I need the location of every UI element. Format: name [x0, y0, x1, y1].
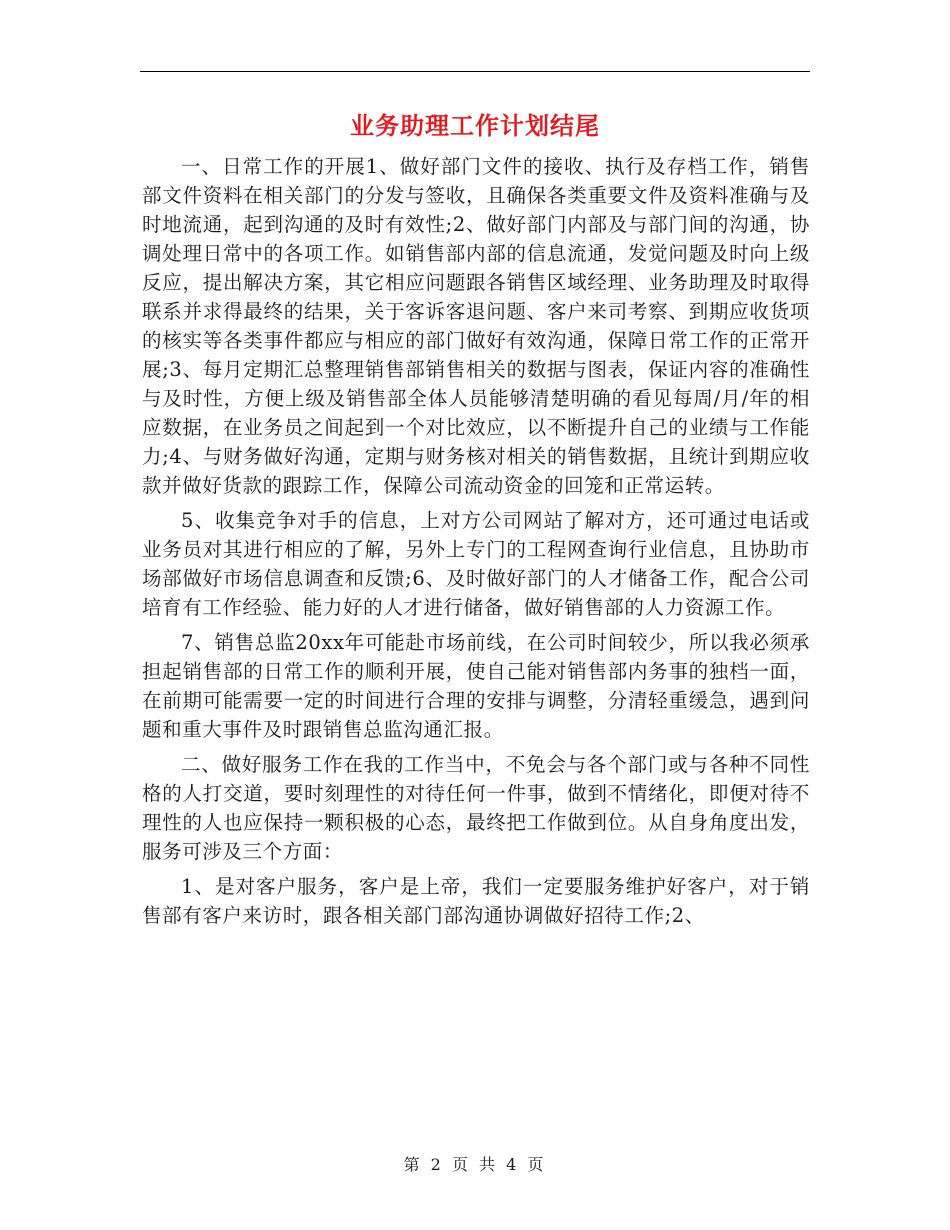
- body-paragraph: 5、收集竞争对手的信息，上对方公司网站了解对方，还可通过电话或业务员对其进行相应的了解，另外上专门的工程网查询行业信息，且协助市场部做好市场信息调查和反馈;6、及时做好部门的人才储备工作，配合公司培育有工作经验、能力好的人才进行储备，做好销售部的人力资源工作。: [142, 509, 810, 619]
- body-paragraph: 1、是对客户服务，客户是上帝，我们一定要服务维护好客户，对于销售部有客户来访时，跟各相关部门部沟通协调做好招待工作;2、: [142, 875, 810, 927]
- body-paragraph: 一、日常工作的开展1、做好部门文件的接收、执行及存档工作，销售部文件资料在相关部门的分发与签收，且确保各类重要文件及资料准确与及时地流通，起到沟通的及时有效性;2、做好部门内部及与部门间的沟通，协调处理日常中的各项工作。如销售部内部的信息流通，发觉问题及时向上级反应，提出解决方案，其它相应问题跟各销售区域经理、业务助理及时取得联系并求得最终的结果，关于客诉客退问题、客户来司考察、到期应收货项的核实等各类事件都应与相应的部门做好有效沟通，保障日常工作的正常开展;3、每月定期汇总整理销售部销售相关的数据与图表，保证内容的准确性与及时性，方便上级及销售部全体人员能够清楚明确的看见每周/月/年的相应数据，在业务员之间起到一个对比效应，以不断提升自己的业绩与工作能力;4、与财务做好沟通，定期与财务核对相关的销售数据，且统计到期应收款并做好货款的跟踪工作，保障公司流动资金的回笼和正常运转。: [142, 155, 810, 497]
- header-rule: [140, 71, 810, 72]
- page-number-footer: 第 2 页 共 4 页: [403, 1155, 547, 1174]
- document-body: [142, 152, 810, 930]
- body-paragraph: 7、销售总监20xx年可能赴市场前线，在公司时间较少，所以我必须承担起销售部的日常工作的顺利开展，使自己能对销售部内务事的独档一面，在前期可能需要一定的时间进行合理的安排与调整，分清轻重缓急，遇到问题和重大事件及时跟销售总监沟通汇报。: [142, 631, 810, 741]
- document-title: 业务助理工作计划结尾: [350, 111, 600, 140]
- body-paragraph: 二、做好服务工作在我的工作当中，不免会与各个部门或与各种不同性格的人打交道，要时刻理性的对待任何一件事，做到不情绪化，即便对待不理性的人也应保持一颗积极的心态，最终把工作做到位。从自身角度出发，服务可涉及三个方面：: [142, 753, 810, 863]
